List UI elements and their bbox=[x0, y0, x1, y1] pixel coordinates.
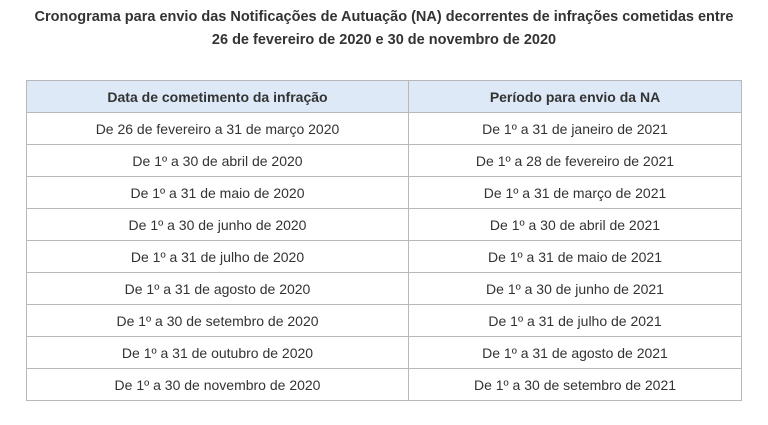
cell-infraction-date: De 1º a 30 de setembro de 2020 bbox=[27, 305, 409, 337]
cell-notification-period: De 1º a 31 de julho de 2021 bbox=[409, 305, 742, 337]
table-header-row bbox=[27, 81, 742, 113]
page-title bbox=[0, 6, 768, 52]
cell-notification-period: De 1º a 30 de junho de 2021 bbox=[409, 273, 742, 305]
table-row bbox=[27, 337, 742, 369]
table-row bbox=[27, 177, 742, 209]
cell-notification-period: De 1º a 30 de setembro de 2021 bbox=[409, 369, 742, 401]
title-line-2: 26 de fevereiro de 2020 e 30 de novembro de 2020 bbox=[211, 32, 557, 48]
table-row bbox=[27, 241, 742, 273]
cell-notification-period: De 1º a 30 de abril de 2021 bbox=[409, 209, 742, 241]
cell-infraction-date: De 1º a 31 de julho de 2020 bbox=[27, 241, 409, 273]
cell-infraction-date: De 26 de fevereiro a 31 de março 2020 bbox=[27, 113, 409, 145]
table-row bbox=[27, 305, 742, 337]
table-row bbox=[27, 145, 742, 177]
cell-notification-period: De 1º a 31 de agosto de 2021 bbox=[409, 337, 742, 369]
cell-notification-period: De 1º a 28 de fevereiro de 2021 bbox=[409, 145, 742, 177]
table-row bbox=[27, 273, 742, 305]
cell-infraction-date: De 1º a 31 de outubro de 2020 bbox=[27, 337, 409, 369]
schedule-table-container bbox=[26, 80, 741, 401]
cell-infraction-date: De 1º a 30 de junho de 2020 bbox=[27, 209, 409, 241]
cell-notification-period: De 1º a 31 de janeiro de 2021 bbox=[409, 113, 742, 145]
table-row bbox=[27, 113, 742, 145]
cell-infraction-date: De 1º a 31 de agosto de 2020 bbox=[27, 273, 409, 305]
cell-notification-period: De 1º a 31 de março de 2021 bbox=[409, 177, 742, 209]
table-row bbox=[27, 369, 742, 401]
cell-notification-period: De 1º a 31 de maio de 2021 bbox=[409, 241, 742, 273]
cell-infraction-date: De 1º a 30 de abril de 2020 bbox=[27, 145, 409, 177]
cell-infraction-date: De 1º a 30 de novembro de 2020 bbox=[27, 369, 409, 401]
header-infraction-date: Data de cometimento da infração bbox=[27, 81, 409, 113]
header-notification-period: Período para envio da NA bbox=[409, 81, 742, 113]
schedule-table bbox=[26, 80, 742, 401]
table-row bbox=[27, 209, 742, 241]
cell-infraction-date: De 1º a 31 de maio de 2020 bbox=[27, 177, 409, 209]
title-line-1: Cronograma para envio das Notificações de Autuação (NA) decorrentes de infrações cometidas entre bbox=[34, 9, 734, 25]
